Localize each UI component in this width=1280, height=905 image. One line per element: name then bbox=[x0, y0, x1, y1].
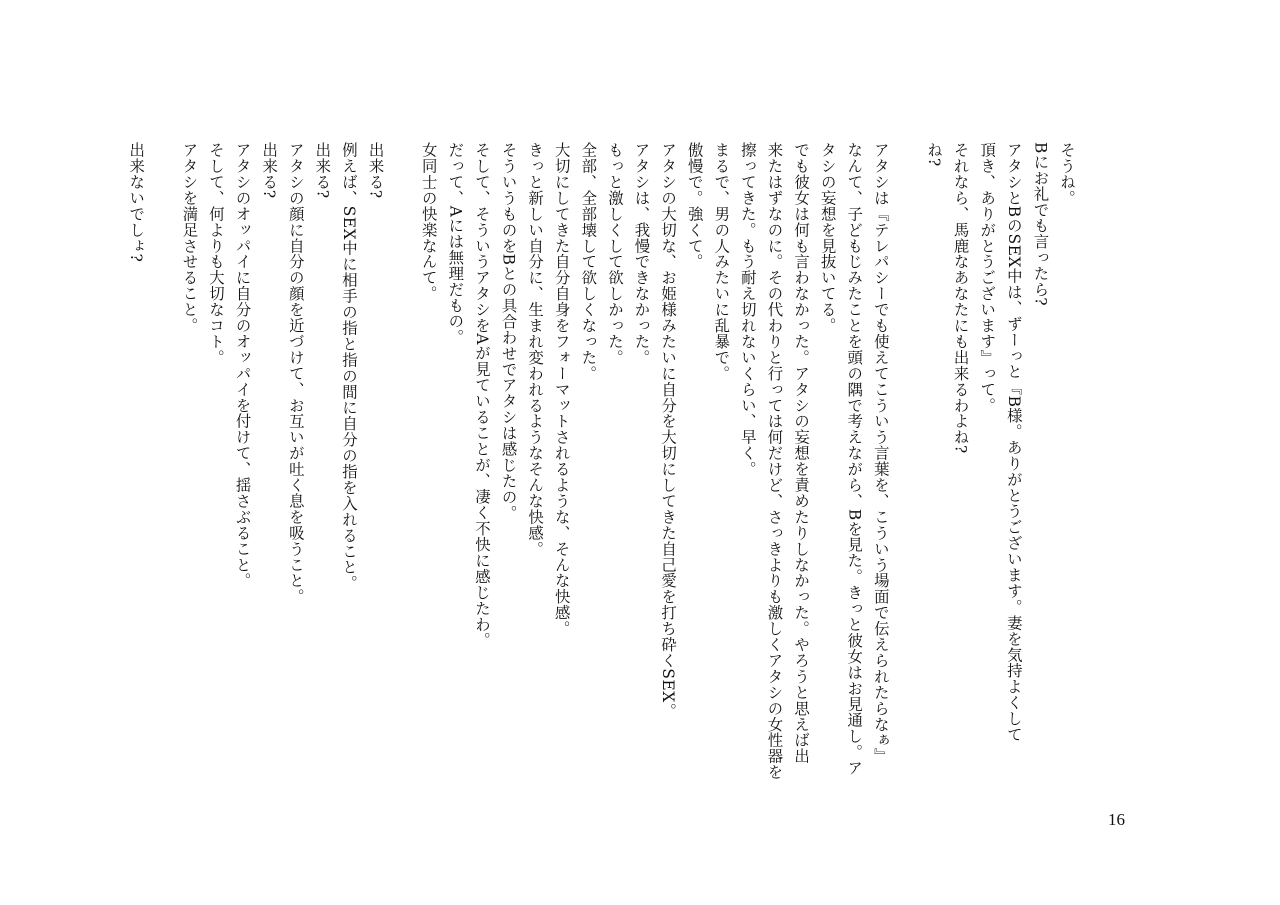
text-line: 女同士の快楽なんて。 bbox=[419, 142, 438, 302]
text-line: 全部、全部壊して欲しくなった。 bbox=[579, 142, 598, 382]
text-line: 頂き、ありがとうございます』って。 bbox=[978, 142, 997, 414]
text-line: 大切にしてきた自分自身をフォーマットされるような、そんな快感。 bbox=[552, 142, 571, 637]
text-line: 擦ってきた。もう耐え切れないくらい、早く。 bbox=[738, 142, 757, 477]
text-line: アタシは、我慢できなかった。 bbox=[632, 142, 651, 366]
text-line: アタシとBのSEX中は、ずーっと『B様。ありがとうございます。妻を気持よくして bbox=[1004, 142, 1023, 743]
text-line: Bにお礼でも言ったら? bbox=[1031, 142, 1050, 307]
text-line: なんて、子どもじみたことを頭の隅で考えながら、Bを見た。きっと彼女はお見通し。ア bbox=[845, 142, 864, 776]
text-line: まるで、男の人みたいに乱暴で。 bbox=[712, 142, 731, 382]
text-line: そして、そういうアタシをAが見ていることが、凄く不快に感じたわ。 bbox=[472, 142, 491, 649]
page-number: 16 bbox=[1108, 810, 1125, 829]
vertical-text-body bbox=[123, 142, 1080, 782]
text-line: それなら、馬鹿なあなたにも出来るわよね? bbox=[951, 142, 970, 454]
text-line: もっと激しくして欲しかった。 bbox=[605, 142, 624, 366]
text-line: 出来る? bbox=[366, 142, 385, 199]
paragraph-gap bbox=[389, 142, 416, 782]
text-line: 出来る? bbox=[260, 142, 279, 199]
text-line: 例えば、SEX中に相手の指と指の間に自分の指を入れること。 bbox=[339, 142, 358, 592]
text-line: アタシの大切な、お姫様みたいに自分を大切にしてきた自己愛を打ち砕くSEX。 bbox=[659, 142, 678, 719]
text-line: きっと新しい自分に、生まれ変われるようなそんな快感。 bbox=[526, 142, 545, 557]
text-line: アタシのオッパイに自分のオッパイを付けて、揺さぶること。 bbox=[233, 142, 252, 589]
text-line: アタシを満足させること。 bbox=[180, 142, 199, 334]
text-line: そして、何よりも大切なコト。 bbox=[207, 142, 225, 366]
text-line: 出来る? bbox=[313, 142, 332, 199]
paragraph-gap bbox=[149, 142, 176, 782]
paragraph-gap bbox=[894, 142, 921, 782]
text-line: タシの妄想を見抜いてる。 bbox=[818, 142, 837, 334]
text-line: でも彼女は何も言わなかった。アタシの妄想を責めたりしなかった。やろうと思えば出 bbox=[792, 142, 811, 765]
text-line: アタシの顔に自分の顔を近づけて、お互いが吐く息を吸うこと。 bbox=[286, 142, 305, 605]
text-line: だって、Aには無理だもの。 bbox=[446, 142, 465, 346]
text-line: アタシは『テレパシーでも使えてこういう言葉を、こういう場面で伝えられたらなぁ』 bbox=[871, 142, 890, 765]
text-line: そういうものをBとの具合わせでアタシは感じたの。 bbox=[499, 142, 518, 521]
text-line: 傲慢で。強くて。 bbox=[685, 142, 704, 270]
text-line: ね? bbox=[925, 142, 944, 167]
text-line: 出来ないでしょ? bbox=[127, 142, 146, 263]
text-line: そうね。 bbox=[1058, 142, 1076, 206]
text-line: 来たはずなのに。その代わりと行っては何だけど、さっきよりも激しくアタシの女性器を bbox=[765, 142, 784, 780]
